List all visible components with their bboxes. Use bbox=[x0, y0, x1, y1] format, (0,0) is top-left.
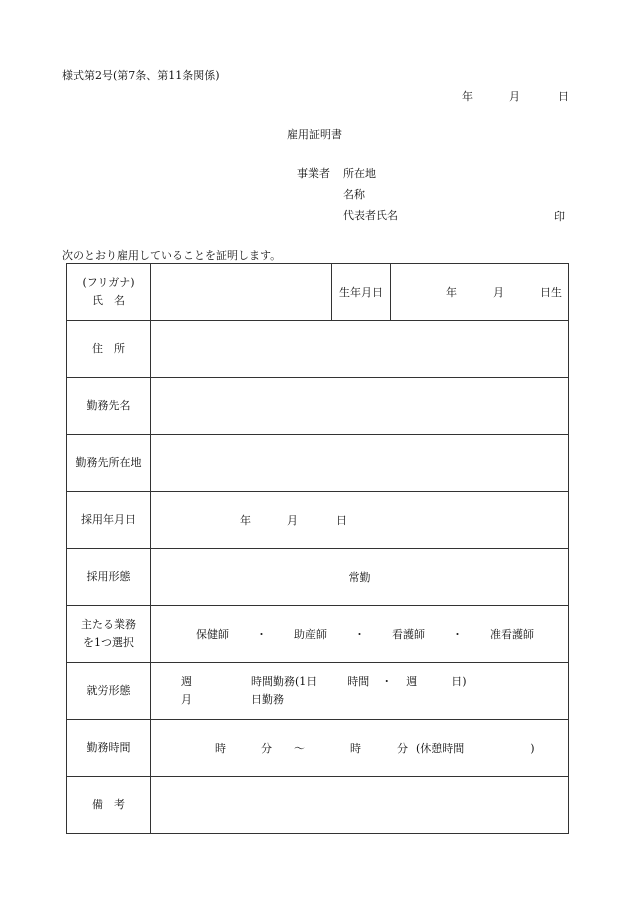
workplace-address-field[interactable] bbox=[151, 435, 569, 492]
document-title: 雇用証明書 bbox=[287, 128, 342, 141]
hire-year: 年 bbox=[240, 514, 251, 527]
birth-month: 月 bbox=[493, 286, 504, 299]
workplace-label: 勤務先名 bbox=[67, 378, 151, 435]
name-field[interactable] bbox=[151, 264, 332, 321]
birth-year: 年 bbox=[446, 286, 457, 299]
issue-date bbox=[462, 88, 569, 104]
work-week2: 週 bbox=[406, 675, 418, 688]
work-pattern-field[interactable] bbox=[151, 663, 569, 720]
employer-address-label: 所在地 bbox=[343, 167, 376, 180]
duty-option-public-health-nurse[interactable]: 保健師 bbox=[196, 628, 229, 641]
row-hire-date bbox=[67, 492, 569, 549]
workplace-address-label: 勤務先所在地 bbox=[67, 435, 151, 492]
work-days-close: 日) bbox=[451, 675, 467, 688]
work-month: 月 bbox=[181, 693, 192, 706]
row-name bbox=[67, 264, 569, 321]
duty-label-line2: を1つ選択 bbox=[83, 636, 134, 649]
name-label: 氏 名 bbox=[92, 294, 125, 307]
duty-option-midwife[interactable]: 助産師 bbox=[294, 628, 327, 641]
intro-text: 次のとおり雇用していることを証明します。 bbox=[62, 249, 282, 262]
employer-representative-label: 代表者氏名 bbox=[343, 209, 398, 222]
remarks-field[interactable] bbox=[151, 777, 569, 834]
employer-label: 事業者 bbox=[297, 167, 330, 180]
employment-type-value: 常勤 bbox=[151, 549, 569, 606]
work-dot: ・ bbox=[381, 675, 393, 688]
date-month: 月 bbox=[509, 90, 520, 103]
date-day: 日 bbox=[558, 90, 569, 103]
break-text: (休憩時間 bbox=[416, 742, 465, 755]
hour2: 時 bbox=[350, 742, 361, 755]
tilde: ～ bbox=[294, 742, 305, 755]
work-hours-unit: 時間 bbox=[347, 675, 370, 688]
work-hours-label: 勤務時間 bbox=[67, 720, 151, 777]
row-work-pattern bbox=[67, 663, 569, 720]
duty-separator: ・ bbox=[452, 628, 463, 641]
row-remarks bbox=[67, 777, 569, 834]
duty-option-assistant-nurse[interactable]: 准看護師 bbox=[490, 628, 534, 641]
hire-date-field[interactable] bbox=[151, 492, 569, 549]
employer-name-label: 名称 bbox=[343, 188, 365, 201]
break-close: ) bbox=[530, 742, 535, 755]
birth-day: 日生 bbox=[540, 286, 562, 299]
work-hours-field[interactable] bbox=[151, 720, 569, 777]
duty-label-line1: 主たる業務 bbox=[81, 618, 136, 631]
employment-table bbox=[66, 263, 569, 834]
row-work-hours bbox=[67, 720, 569, 777]
row-address bbox=[67, 321, 569, 378]
work-week: 週 bbox=[181, 675, 192, 688]
duty-label-cell bbox=[67, 606, 151, 663]
name-label-cell bbox=[67, 264, 151, 321]
row-duty bbox=[67, 606, 569, 663]
duty-separator: ・ bbox=[256, 628, 267, 641]
duty-option-nurse[interactable]: 看護師 bbox=[392, 628, 425, 641]
birth-label: 生年月日 bbox=[332, 264, 391, 321]
hour1: 時 bbox=[215, 742, 226, 755]
address-label: 住 所 bbox=[67, 321, 151, 378]
hire-month: 月 bbox=[287, 514, 298, 527]
form-number: 様式第2号(第7条、第11条関係) bbox=[62, 69, 220, 82]
duty-options bbox=[151, 606, 569, 663]
date-year: 年 bbox=[462, 90, 473, 103]
furigana-label: (フリガナ) bbox=[82, 276, 135, 289]
work-hours-text: 時間勤務(1日 bbox=[251, 675, 318, 688]
min1: 分 bbox=[261, 742, 272, 755]
address-field[interactable] bbox=[151, 321, 569, 378]
hire-date-label: 採用年月日 bbox=[67, 492, 151, 549]
birth-date-field[interactable] bbox=[391, 264, 569, 321]
remarks-label: 備 考 bbox=[67, 777, 151, 834]
seal-mark: 印 bbox=[554, 210, 565, 223]
row-workplace-address bbox=[67, 435, 569, 492]
workplace-field[interactable] bbox=[151, 378, 569, 435]
duty-separator: ・ bbox=[354, 628, 365, 641]
employer-block bbox=[297, 166, 398, 229]
min2: 分 bbox=[397, 742, 408, 755]
work-pattern-label: 就労形態 bbox=[67, 663, 151, 720]
hire-day: 日 bbox=[336, 514, 347, 527]
row-employment-type bbox=[67, 549, 569, 606]
row-workplace bbox=[67, 378, 569, 435]
employment-type-label: 採用形態 bbox=[67, 549, 151, 606]
work-days-text: 日勤務 bbox=[251, 693, 284, 706]
